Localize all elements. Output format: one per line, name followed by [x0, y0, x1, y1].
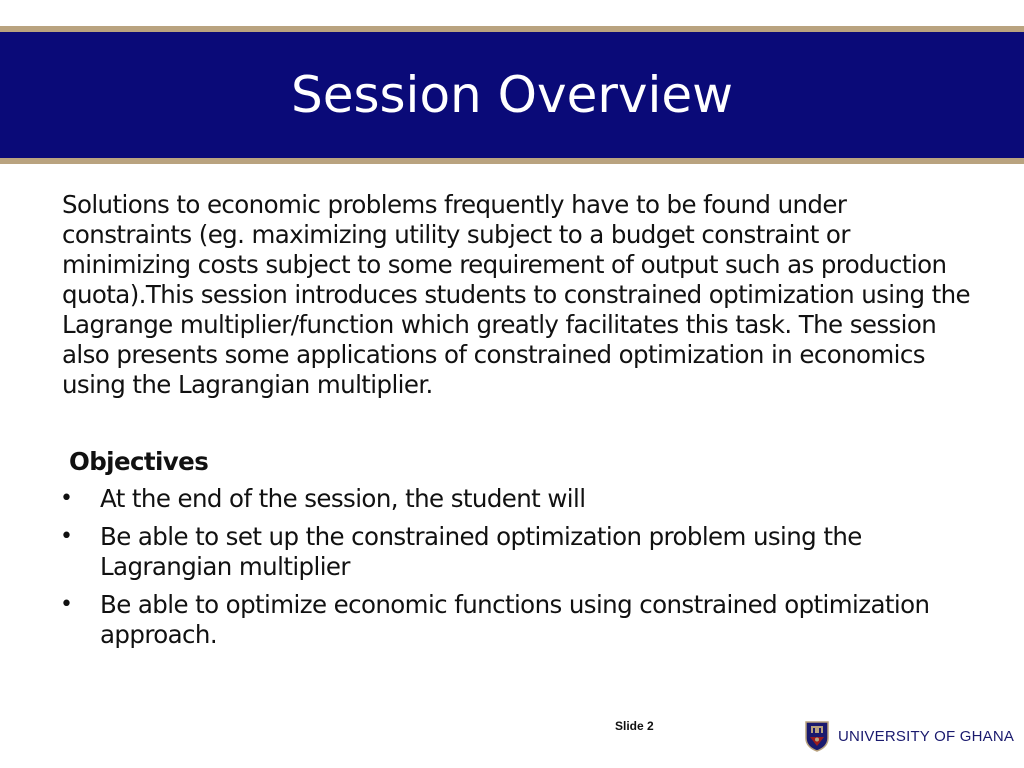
bullet-icon: • [60, 524, 73, 549]
slide-title: Session Overview [290, 66, 734, 124]
list-item [58, 522, 958, 582]
slide-number: Slide 2 [615, 719, 654, 733]
university-crest-icon [804, 720, 830, 752]
list-item-text: Be able to set up the constrained optimization problem using the Lagrangian multiplier [100, 522, 862, 581]
bullet-icon: • [60, 486, 73, 511]
list-item [58, 590, 958, 650]
logo-text: UNIVERSITY OF GHANA [838, 727, 1015, 745]
gold-stripe-bottom [0, 158, 1024, 164]
list-item [58, 484, 958, 514]
bullet-icon: • [60, 592, 73, 617]
intro-paragraph: Solutions to economic problems frequently have to be found under constraints (eg. maximizing utility subject to a budget constraint or minimizing costs subject to some requirement of output such as production quota).This session introduces students to constrained optimization using the Lagrange multiplier/function which greatly facilitates this task. The session also presents some applications of constrained optimization in economics using the Lagrangian multiplier. [62, 190, 970, 399]
university-logo [804, 720, 1014, 752]
list-item-text: At the end of the session, the student will [100, 484, 586, 513]
objectives-heading: Objectives [69, 447, 209, 476]
objectives-list [58, 484, 958, 658]
list-item-text: Be able to optimize economic functions using constrained optimization approach. [100, 590, 930, 649]
